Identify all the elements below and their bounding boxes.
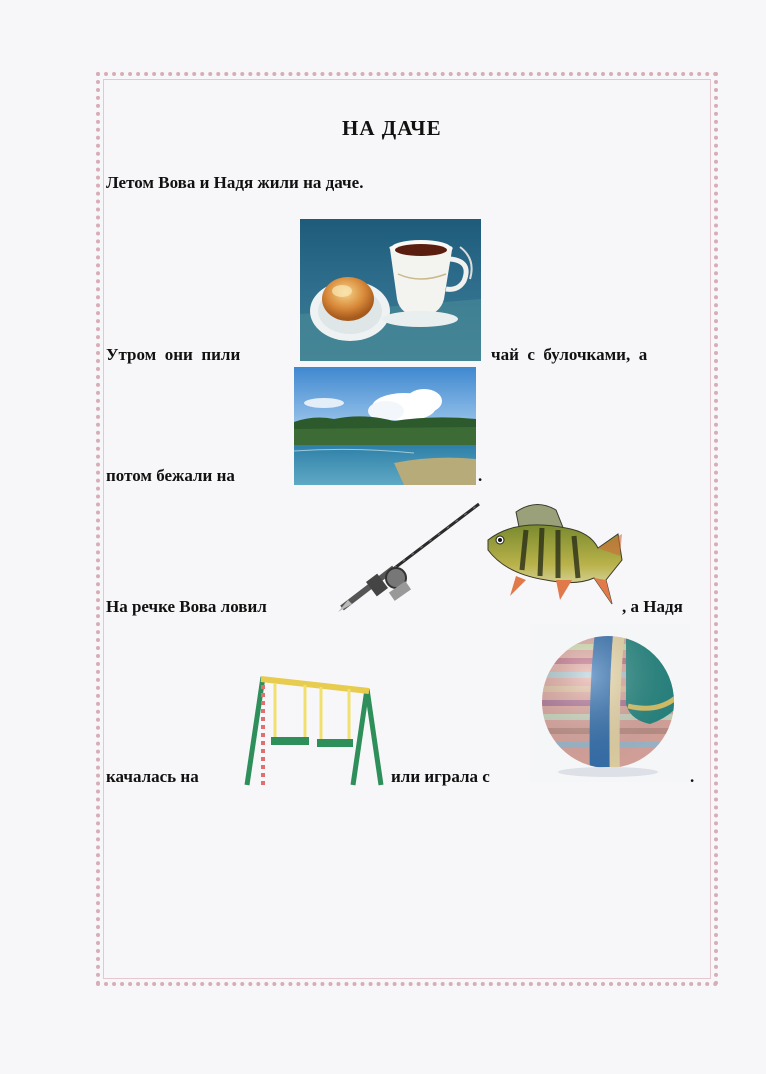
sentence-5-start: качалась на (106, 767, 199, 786)
sentence-5-end: . (690, 767, 695, 786)
sentence-3-end: . (478, 466, 483, 485)
river-landscape-icon (294, 367, 476, 485)
sentence-5-middle: или играла с (391, 767, 490, 786)
tea-cup-and-bun-icon (300, 219, 481, 361)
perch-fish-icon (486, 500, 626, 610)
striped-ball-icon (530, 624, 690, 782)
sentence-2-end: чай с булочками, а (491, 345, 648, 364)
sentence-4-end: , а Надя (622, 597, 683, 616)
sentence-4-start: На речке Вова ловил (106, 597, 267, 616)
sentence-2-start: Утром они пили (106, 345, 241, 364)
swing-icon (241, 673, 389, 788)
fishing-rod-icon (334, 500, 484, 618)
sentence-1: Летом Вова и Надя жили на даче. (106, 173, 364, 192)
page-title: НА ДАЧЕ (342, 116, 442, 140)
sentence-3-start: потом бежали на (106, 466, 235, 485)
